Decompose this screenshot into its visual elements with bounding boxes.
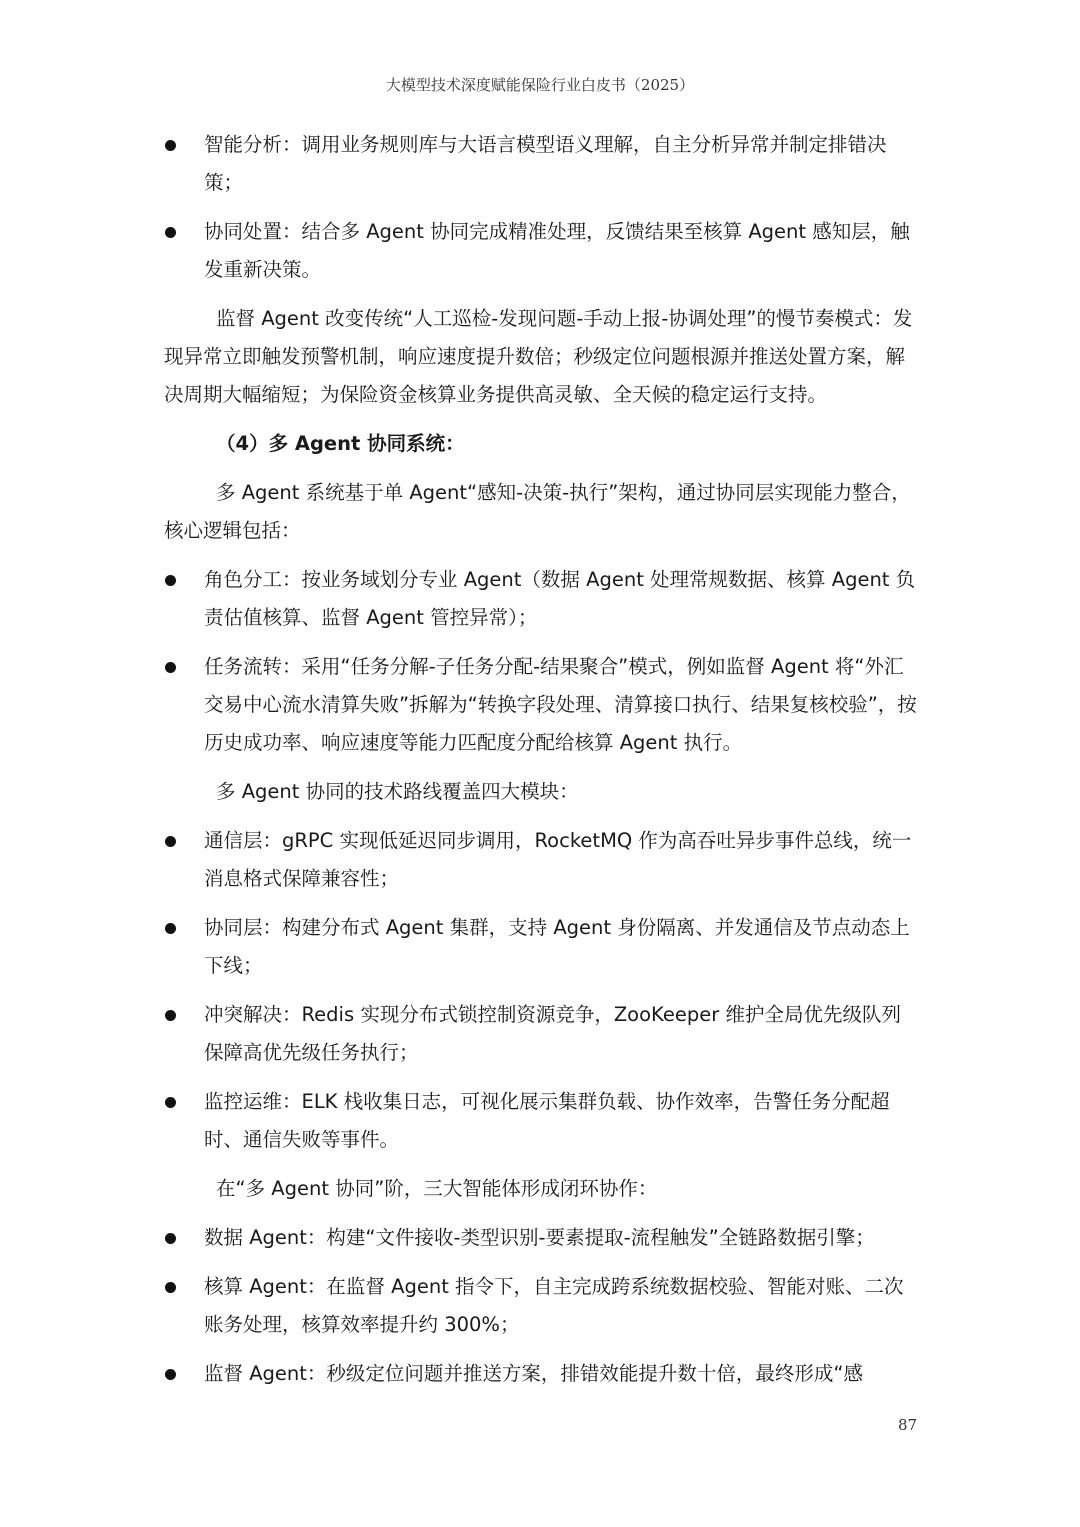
bullet-supervision-agent: 监督 Agent：秒级定位问题并推送方案，排错效能提升数十倍，最终形成“感 (164, 1355, 918, 1393)
page-number: 87 (898, 1416, 918, 1434)
bullet-smart-analysis: 智能分析：调用业务规则库与大语言模型语义理解，自主分析异常并制定排错决策； (164, 126, 918, 202)
bullet-conflict-resolution: 冲突解决：Redis 实现分布式锁控制资源竞争，ZooKeeper 维护全局优先级队列保障高优先级任务执行； (164, 996, 918, 1072)
paragraph-tech-route: 多 Agent 协同的技术路线覆盖四大模块： (216, 780, 579, 803)
bullet-role-division: 角色分工：按业务域划分专业 Agent（数据 Agent 处理常规数据、核算 Agent 负责估值核算、监督 Agent 管控异常）； (164, 561, 918, 637)
bullet-task-flow: 任务流转：采用“任务分解-子任务分配-结果聚合”模式，例如监督 Agent 将“外汇交易中心流水清算失败”拆解为“转换字段处理、清算接口执行、结果复核校验”，按历史成功率、响应速度等能力匹配度分配给核算 Agent 执行。 (164, 648, 918, 762)
bullet-monitoring-ops: 监控运维：ELK 栈收集日志，可视化展示集群负载、协作效率，告警任务分配超时、通信失败等事件。 (164, 1083, 918, 1159)
page-header: 大模型技术深度赋能保险行业白皮书（2025） (385, 76, 695, 94)
bullet-collaboration-layer: 协同层：构建分布式 Agent 集群，支持 Agent 身份隔离、并发通信及节点动态上下线； (164, 909, 918, 985)
paragraph-multi-agent-intro: 多 Agent 系统基于单 Agent“感知-决策-执行”架构，通过协同层实现能力整合，核心逻辑包括： (164, 481, 911, 542)
paragraph-three-agents: 在“多 Agent 协同”阶，三大智能体形成闭环协作： (216, 1177, 658, 1200)
page-body (164, 126, 918, 1404)
bullet-collaborative-handling: 协同处置：结合多 Agent 协同完成精准处理，反馈结果至核算 Agent 感知层，触发重新决策。 (164, 213, 918, 289)
paragraph-supervision-agent: 监督 Agent 改变传统“人工巡检-发现问题-手动上报-协调处理”的慢节奏模式：发现异常立即触发预警机制，响应速度提升数倍；秒级定位问题根源并推送处置方案，解决周期大幅缩短；为保险资金核算业务提供高灵敏、全天候的稳定运行支持。 (164, 307, 913, 406)
bullet-data-agent: 数据 Agent：构建“文件接收-类型识别-要素提取-流程触发”全链路数据引擎； (164, 1219, 918, 1257)
bullet-communication-layer: 通信层：gRPC 实现低延迟同步调用，RocketMQ 作为高吞吐异步事件总线，统一消息格式保障兼容性； (164, 822, 918, 898)
section-heading: （4）多 Agent 协同系统： (216, 432, 465, 455)
bullet-accounting-agent: 核算 Agent：在监督 Agent 指令下，自主完成跨系统数据校验、智能对账、二次账务处理，核算效率提升约 300%； (164, 1268, 918, 1344)
